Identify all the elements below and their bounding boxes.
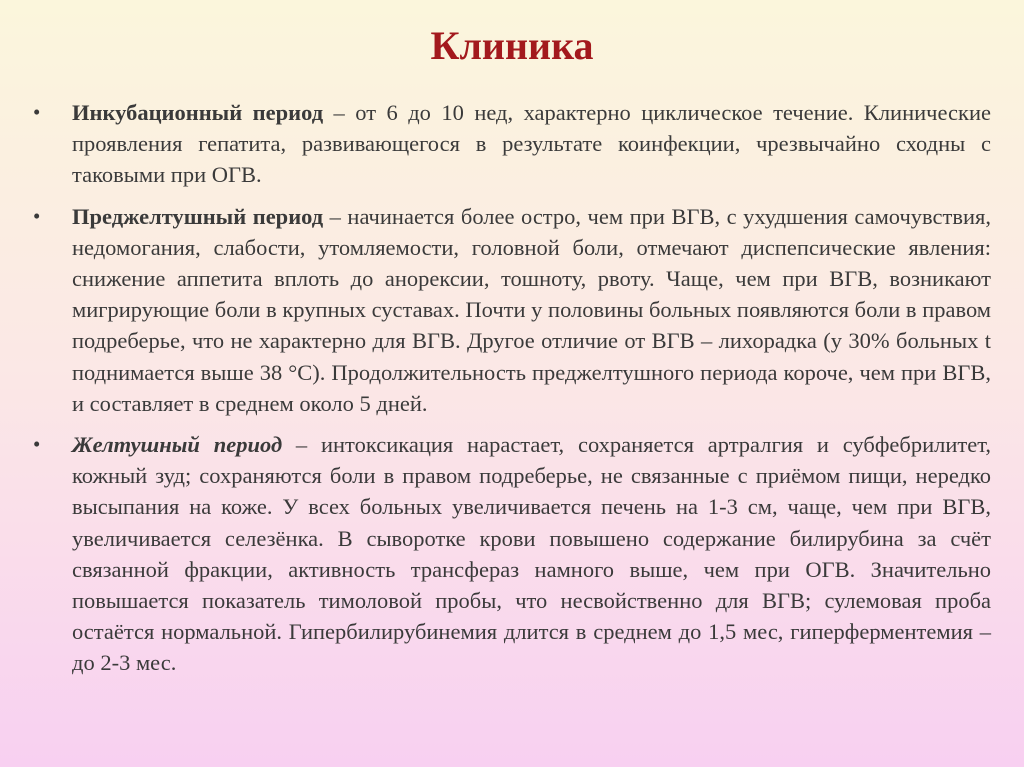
- list-item-text: [72, 429, 991, 679]
- slide-title: Клиника: [430, 23, 594, 68]
- list-item-lead: Желтушный период: [72, 432, 283, 458]
- list-item-preicteric: [33, 201, 991, 419]
- list-item-body: – от 6 до 10 нед, характерно циклическое течение. Клинические проявления гепатита, развивающегося в результате коинфекции, чрезвычайно сходны с таковыми при ОГВ.: [72, 100, 991, 188]
- list-item-body: – начинается более остро, чем при ВГВ, с ухудшения самочувствия, недомогания, слабости, утомляемости, головной боли, отмечают диспепсические явления: снижение аппетита вплоть до анорексии, тошноту, рвоту. Чаще, чем при ВГВ, возникают мигрирующие боли в крупных суставах. Почти у половины больных появляются боли в правом подреберье, что не характерно для ВГВ. Другое отличие от ВГВ – лихорадка (у 30% больных t поднимается выше 38 °С). Продолжительность преджелтушного периода короче, чем при ВГВ, и составляет в среднем около 5 дней.: [72, 203, 991, 416]
- bullet-list: [33, 97, 991, 689]
- bullet-icon: •: [33, 203, 41, 228]
- list-item-text: [72, 201, 991, 419]
- list-item-lead: Инкубационный период: [72, 100, 324, 125]
- bullet-icon: •: [33, 100, 41, 124]
- list-item-body: – интоксикация нарастает, сохраняется артралгия и субфебрилитет, кожный зуд; сохраняются боли в правом подреберье, не связанные с приёмом пищи, нередко высыпания на коже. У всех больных увеличивается печень на 1-3 см, чаще, чем при ВГВ, увеличивается селезёнка. В сыворотке крови повышено содержание билирубина за счёт связанной фракции, активность трансфераз намного выше, чем при ОГВ. Значительно повышается показатель тимоловой пробы, что несвойственно для ВГВ; сулемовая проба остаётся нормальной. Гипербилирубинемия длится в среднем до 1,5 мес, гиперферментемия – до 2-3 мес.: [72, 432, 991, 676]
- list-item-incubation: [33, 97, 991, 191]
- list-item-lead: Преджелтушный период: [72, 203, 324, 229]
- list-item-icteric: [33, 429, 991, 679]
- bullet-icon: •: [33, 432, 41, 457]
- list-item-text: [72, 97, 991, 191]
